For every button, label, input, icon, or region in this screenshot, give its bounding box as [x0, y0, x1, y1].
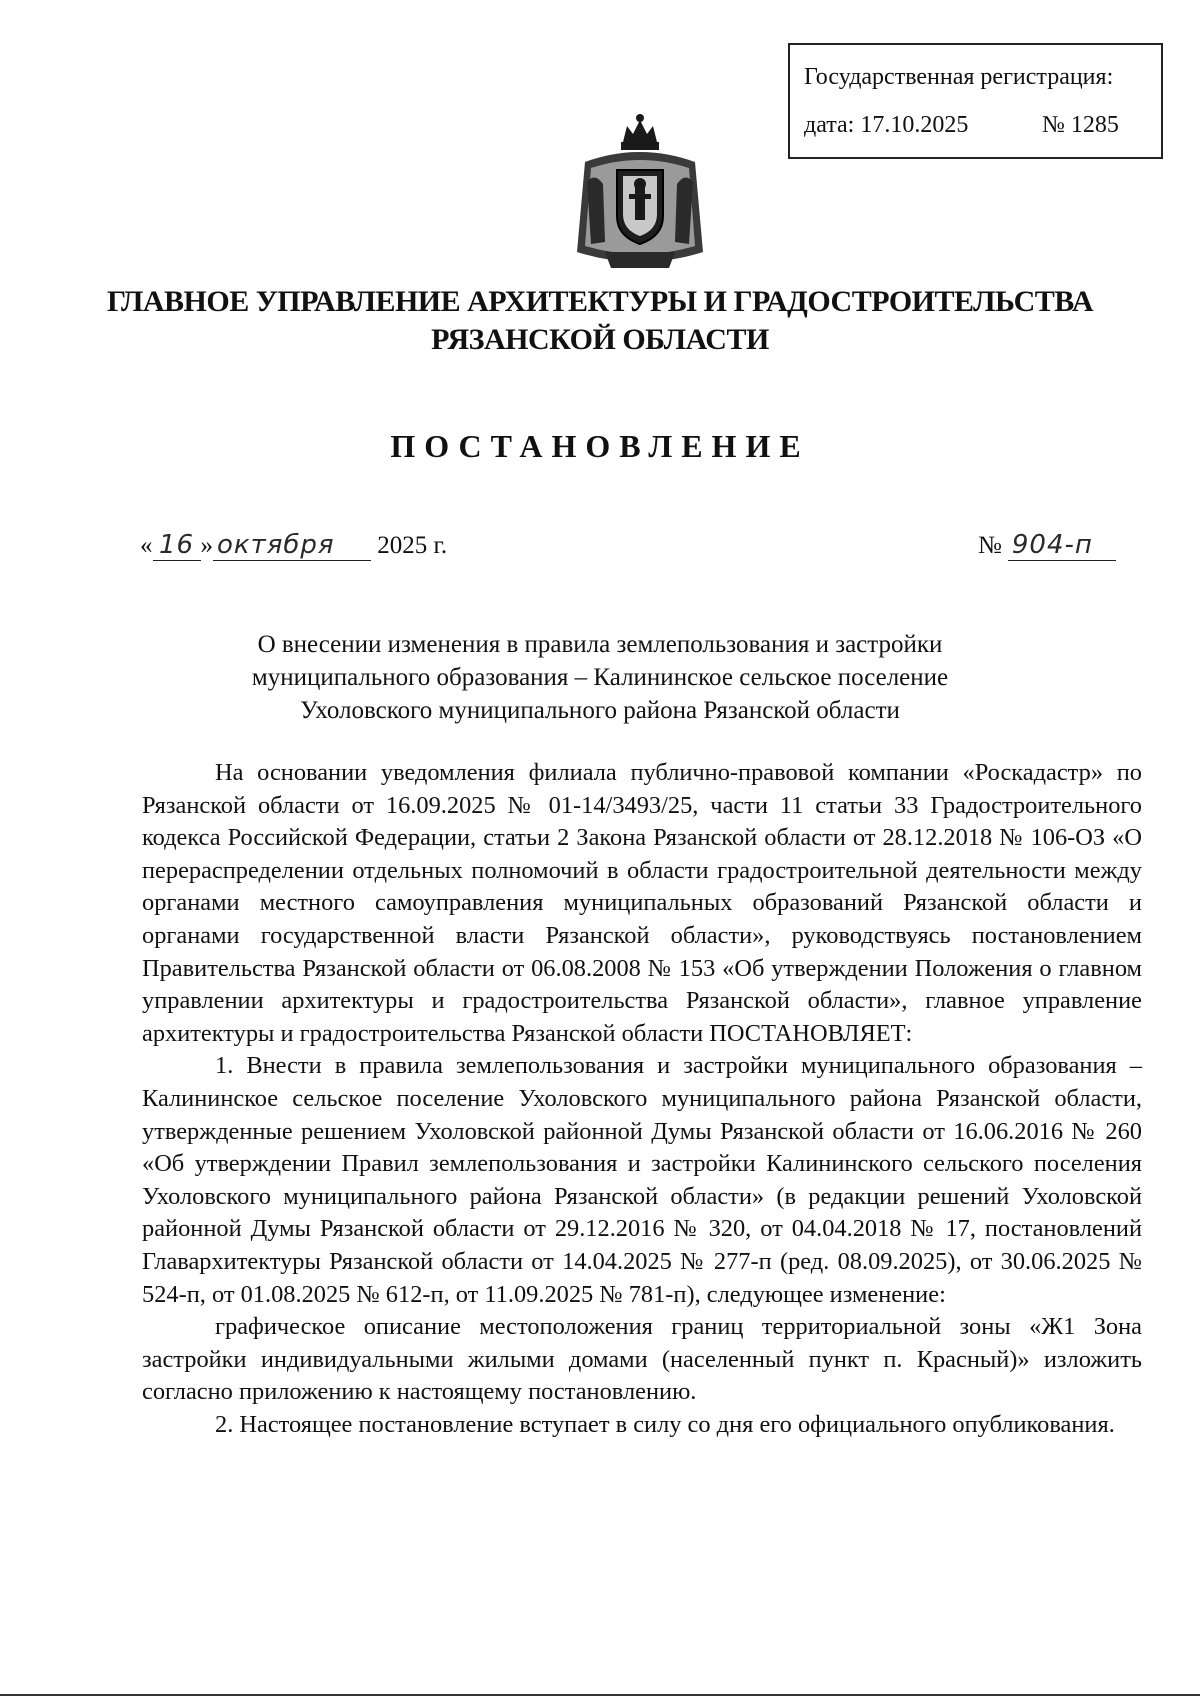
date-open-quote: «	[140, 532, 153, 559]
number-label: №	[978, 532, 1002, 559]
registration-date: дата: 17.10.2025	[804, 112, 969, 138]
subject-line2: муниципального образования – Калининское сельское поселение	[251, 664, 949, 691]
organization-title	[100, 283, 1100, 359]
organization-title-line1: ГЛАВНОЕ УПРАВЛЕНИЕ АРХИТЕКТУРЫ И ГРАДОСТРОИТЕЛЬСТВА	[106, 285, 1094, 318]
page-bottom-divider	[0, 1694, 1200, 1696]
date-month-handwritten: октября	[213, 530, 371, 561]
number-value-handwritten: 904-п	[1008, 530, 1116, 561]
document-type: ПОСТАНОВЛЕНИЕ	[390, 428, 810, 464]
body-paragraph: 1. Внести в правила землепользования и застройки муниципального образования – Калининское сельское поселение Ухоловского муниципального района Рязанской области, утвержденные решением Ухоловской районной Думы Рязанской области от 16.06.2016 № 260 «Об утверждении Правил землепользования и застройки Калининского сельского поселения Ухоловского муниципального района Рязанской области» (в редакции решений Ухоловской районной Думы Рязанской области от 29.12.2016 № 320, от 04.04.2018 № 17, постановлений Главархитектуры Рязанской области от 14.04.2025 № 277-п (ред. 08.09.2025), от 30.06.2025 № 524-п, от 01.08.2025 № 612-п, от 11.09.2025 № 781-п), следующее изменение:	[142, 1052, 1142, 1308]
date-close-quote: »	[200, 532, 213, 559]
date-year: 2025 г.	[377, 532, 448, 559]
document-subject	[150, 628, 1050, 727]
coat-of-arms-icon	[565, 112, 715, 277]
date-day-handwritten: 16	[153, 530, 201, 561]
body-paragraph: 2. Настоящее постановление вступает в силу со дня его официального опубликования.	[215, 1410, 1115, 1438]
body-paragraph: На основании уведомления филиала публично-правовой компании «Роскадастр» по Рязанской области от 16.09.2025 № 01-14/3493/25, части 11 статьи 33 Градостроительного кодекса Российской Федерации, статьи 2 Закона Рязанской области от 28.12.2018 № 106-ОЗ «О перераспределении отдельных полномочий в области градостроительной деятельности между органами местного самоуправления муниципальных образований Рязанской области и органами государственной власти Рязанской области», руководствуясь постановлением Правительства Рязанской области от 06.08.2008 № 153 «Об утверждении Положения о главном управлении архитектуры и градостроительства Рязанской области», главное управление архитектуры и градостроительства Рязанской области ПОСТАНОВЛЯЕТ:	[142, 759, 1142, 1047]
document-date	[140, 530, 447, 561]
document-body	[142, 757, 1142, 1441]
document-number	[978, 530, 1116, 561]
subject-line3: Ухоловского муниципального района Рязанской области	[300, 697, 900, 724]
registration-title: Государственная регистрация:	[804, 64, 1114, 90]
registration-stamp	[788, 43, 1163, 159]
organization-title-line2: РЯЗАНСКОЙ ОБЛАСТИ	[431, 323, 769, 356]
body-paragraph: графическое описание местоположения границ территориальной зоны «Ж1 Зона застройки индивидуальными жилыми домами (населенный пункт п. Красный)» изложить согласно приложению к настоящему постановлению.	[142, 1313, 1142, 1406]
registration-number: № 1285	[1042, 112, 1119, 138]
subject-line1: О внесении изменения в правила землепользования и застройки	[257, 631, 943, 658]
